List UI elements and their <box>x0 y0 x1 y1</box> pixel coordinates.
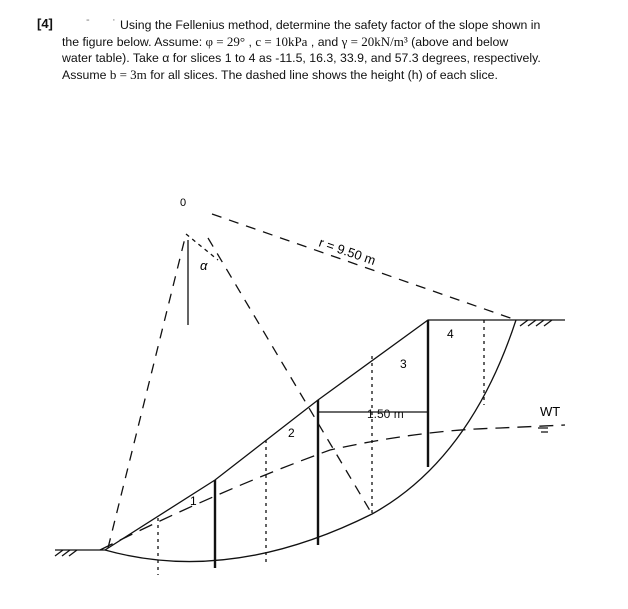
problem-line-2: the figure below. Assume: φ = 29° , c = 10kPa , and γ = 20kN/m³ (above and below <box>62 33 509 49</box>
water-table-label: WT <box>540 404 561 419</box>
question-number: [4] <box>37 16 53 31</box>
unit-weight-value: γ = 20kN/m³ <box>341 33 408 49</box>
slice-label-1: 1 <box>190 494 197 508</box>
center-label: 0 <box>180 197 187 209</box>
slice-label-3: 3 <box>400 357 407 371</box>
alpha-label: α <box>200 258 208 273</box>
wt-hatch <box>538 428 548 432</box>
problem-line-4: Assume b = 3m for all slices. The dashed line shows the height (h) of each slice. <box>62 66 498 82</box>
bullet-mark: · <box>112 14 116 26</box>
phi-value: φ = 29° <box>205 33 246 49</box>
ground-hatch <box>55 320 552 556</box>
cohesion-value: c = 10kPa <box>255 33 308 49</box>
slope-surface <box>55 320 565 550</box>
slice-label-4: 4 <box>447 327 454 341</box>
problem-line-1: Using the Fellenius method, determine the safety factor of the slope shown in <box>120 18 541 32</box>
alpha-pointer <box>186 234 218 260</box>
dimension-label: 1.50 m <box>367 407 404 421</box>
radius-line-right <box>212 214 516 320</box>
bullet-mark: - <box>86 14 90 26</box>
radius-line-middle <box>208 238 372 514</box>
slip-circle <box>105 320 516 562</box>
problem-line-3: water table). Take α for slices 1 to 4 as -11.5, 16.3, 33.9, and 57.3 degrees, respectively. <box>62 51 541 65</box>
radius-line-left <box>108 234 186 548</box>
slice-label-2: 2 <box>288 426 295 440</box>
radius-label: r = 9.50 m <box>317 234 378 269</box>
slice-width-value: b = 3m <box>109 66 147 82</box>
